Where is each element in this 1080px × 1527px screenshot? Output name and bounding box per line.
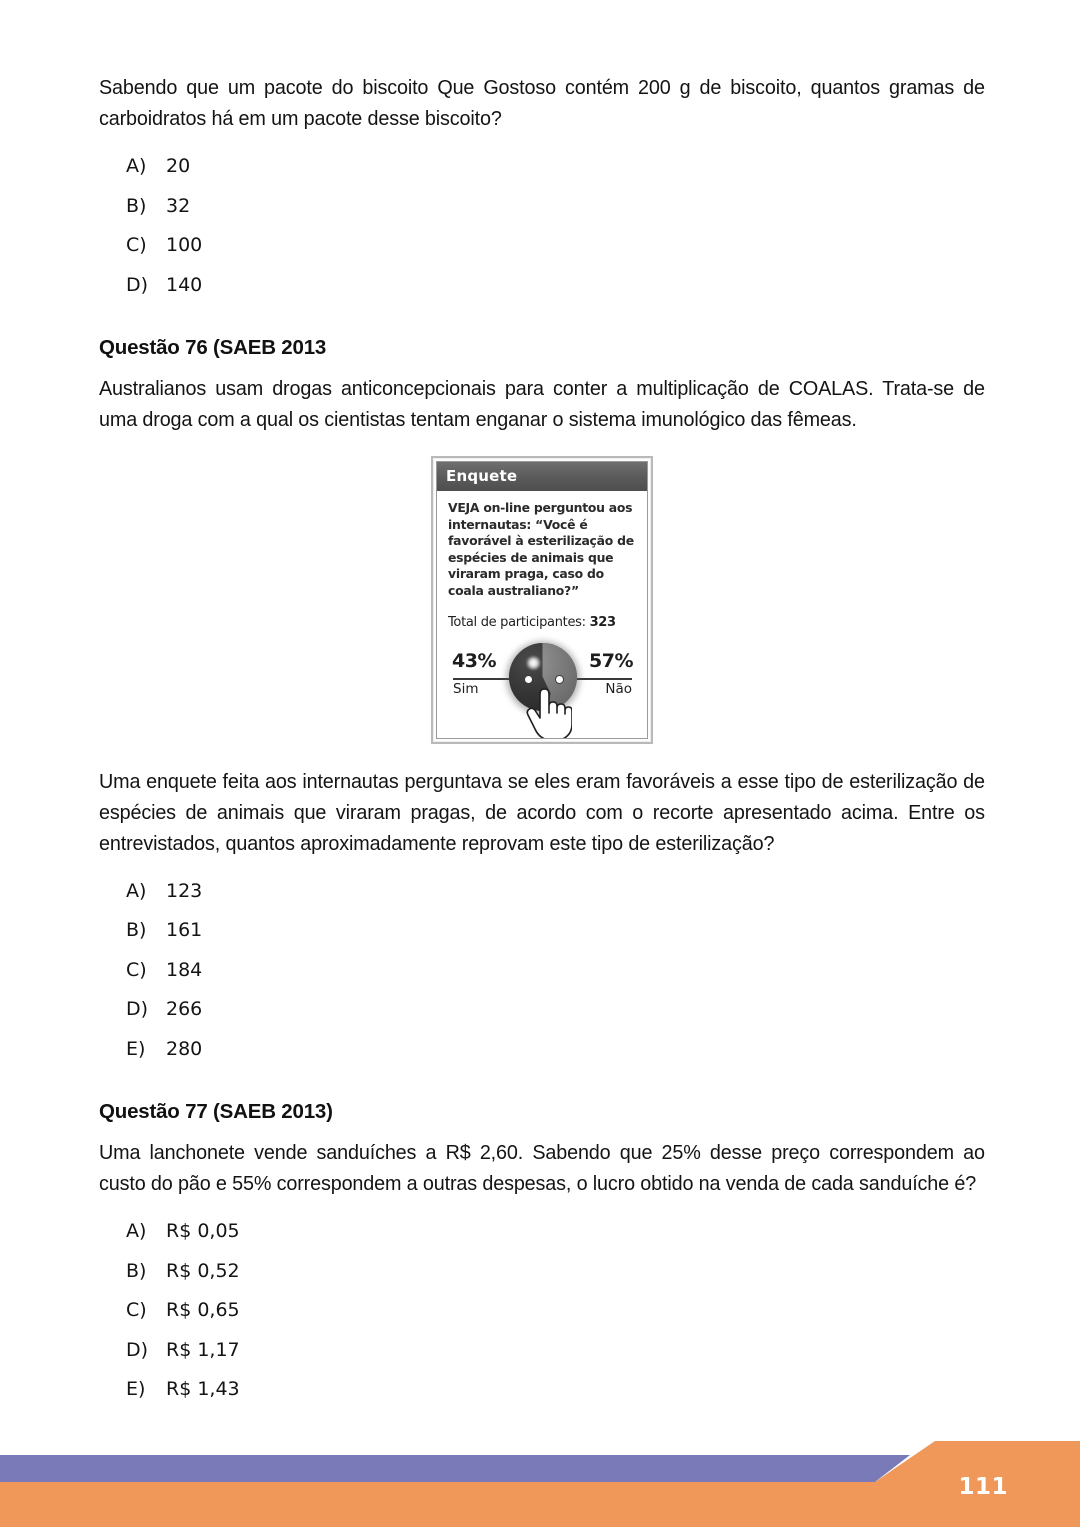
- option-text: R$ 1,17: [166, 1338, 240, 1361]
- enquete-title: Enquete: [437, 462, 647, 491]
- option-item[interactable]: [99, 1212, 985, 1252]
- option-item[interactable]: [99, 1331, 985, 1371]
- question-76-options: [99, 872, 985, 1070]
- option-letter: A): [126, 879, 147, 902]
- page-number: 111: [958, 1474, 1008, 1500]
- option-letter: D): [126, 273, 149, 296]
- footer-purple-band: [0, 1455, 910, 1482]
- question-76-heading: Questão 76 (SAEB 2013: [99, 336, 327, 359]
- option-item[interactable]: [99, 1252, 985, 1292]
- enquete-card-inner: [436, 461, 648, 739]
- sphere-gloss-highlight: [526, 656, 541, 670]
- enquete-pie-chart: [448, 634, 637, 732]
- option-item[interactable]: [99, 1030, 985, 1070]
- pie-marker-sim: [524, 675, 533, 684]
- option-letter: C): [126, 958, 147, 981]
- option-text: 184: [166, 958, 203, 981]
- option-item[interactable]: [99, 266, 985, 306]
- enquete-body: [437, 491, 647, 738]
- enquete-figure: [99, 456, 985, 744]
- pie-label-nao: Não: [605, 680, 632, 697]
- option-text: 100: [166, 234, 203, 256]
- option-text: 123: [166, 879, 203, 902]
- option-text: R$ 1,43: [166, 1378, 240, 1401]
- page-content: [99, 72, 985, 1410]
- option-item[interactable]: [99, 187, 985, 227]
- option-text: R$ 0,52: [166, 1259, 240, 1282]
- option-text: R$ 0,05: [166, 1220, 240, 1243]
- pie-label-sim: Sim: [453, 680, 479, 697]
- option-text: 161: [166, 919, 203, 942]
- option-text: R$ 0,65: [166, 1299, 240, 1322]
- option-text: 20: [166, 155, 191, 177]
- option-item[interactable]: [99, 911, 985, 951]
- question-76-prompt: Uma enquete feita aos internautas perguntava se eles eram favoráveis a esse tipo de esterilização de espécies de animais que viraram pragas, de acordo com o recorte apresentado acima. Entre os entrevistados, quantos aproximadamente reprovam este tipo de esterilização?: [99, 769, 985, 855]
- option-item[interactable]: [99, 1370, 985, 1410]
- question-76-stem: Australianos usam drogas anticoncepcionais para conter a multiplicação de COALAS. Trata-se de uma droga com a qual os cientistas tentam enganar o sistema imunológico das fêmeas.: [99, 377, 985, 431]
- option-item[interactable]: [99, 147, 985, 187]
- enquete-question-text: VEJA on-line perguntou aos internautas: “Você é favorável à esterilização de espécies de animais que viraram praga, caso do coala australiano?”: [448, 500, 634, 598]
- option-text: 280: [166, 1037, 203, 1060]
- option-letter: E): [126, 1037, 146, 1060]
- option-letter: C): [126, 1299, 147, 1322]
- option-text: 266: [166, 998, 203, 1021]
- pie-percent-sim: 43%: [452, 649, 496, 672]
- footer-orange-shape: [0, 1441, 1080, 1527]
- option-item[interactable]: [99, 872, 985, 912]
- enquete-card: [431, 456, 653, 744]
- question-77-options: [99, 1212, 985, 1410]
- footer-shapes: [0, 1427, 1080, 1527]
- option-letter: D): [126, 998, 149, 1021]
- option-letter: E): [126, 1378, 146, 1401]
- page-footer: [0, 1427, 1080, 1527]
- question-75-options: [99, 147, 985, 305]
- enquete-total-label: Total de participantes:: [448, 614, 586, 630]
- option-item[interactable]: [99, 226, 985, 266]
- option-item[interactable]: [99, 990, 985, 1030]
- option-letter: B): [126, 919, 147, 942]
- pie-marker-nao: [555, 675, 564, 684]
- pointing-hand-icon: [520, 686, 572, 739]
- option-letter: A): [126, 155, 147, 177]
- question-75-stem: Sabendo que um pacote do biscoito Que Gostoso contém 200 g de biscoito, quantos gramas de carboidratos há em um pacote desse biscoito?: [99, 76, 985, 130]
- question-77-heading: Questão 77 (SAEB 2013): [99, 1100, 333, 1124]
- option-item[interactable]: [99, 1291, 985, 1331]
- option-letter: A): [126, 1220, 147, 1243]
- question-77-stem: Uma lanchonete vende sanduíches a R$ 2,60. Sabendo que 25% desse preço correspondem ao custo do pão e 55% correspondem a outras despesas, o lucro obtido na venda de cada sanduíche é?: [99, 1141, 985, 1196]
- enquete-total: [448, 615, 637, 630]
- option-item[interactable]: [99, 951, 985, 991]
- enquete-total-value: 323: [589, 614, 616, 630]
- option-text: 140: [166, 273, 203, 296]
- option-letter: C): [126, 234, 147, 256]
- option-letter: B): [126, 194, 147, 217]
- option-letter: B): [126, 1259, 147, 1282]
- pie-percent-nao: 57%: [589, 649, 633, 672]
- option-letter: D): [126, 1338, 149, 1361]
- option-text: 32: [166, 194, 191, 217]
